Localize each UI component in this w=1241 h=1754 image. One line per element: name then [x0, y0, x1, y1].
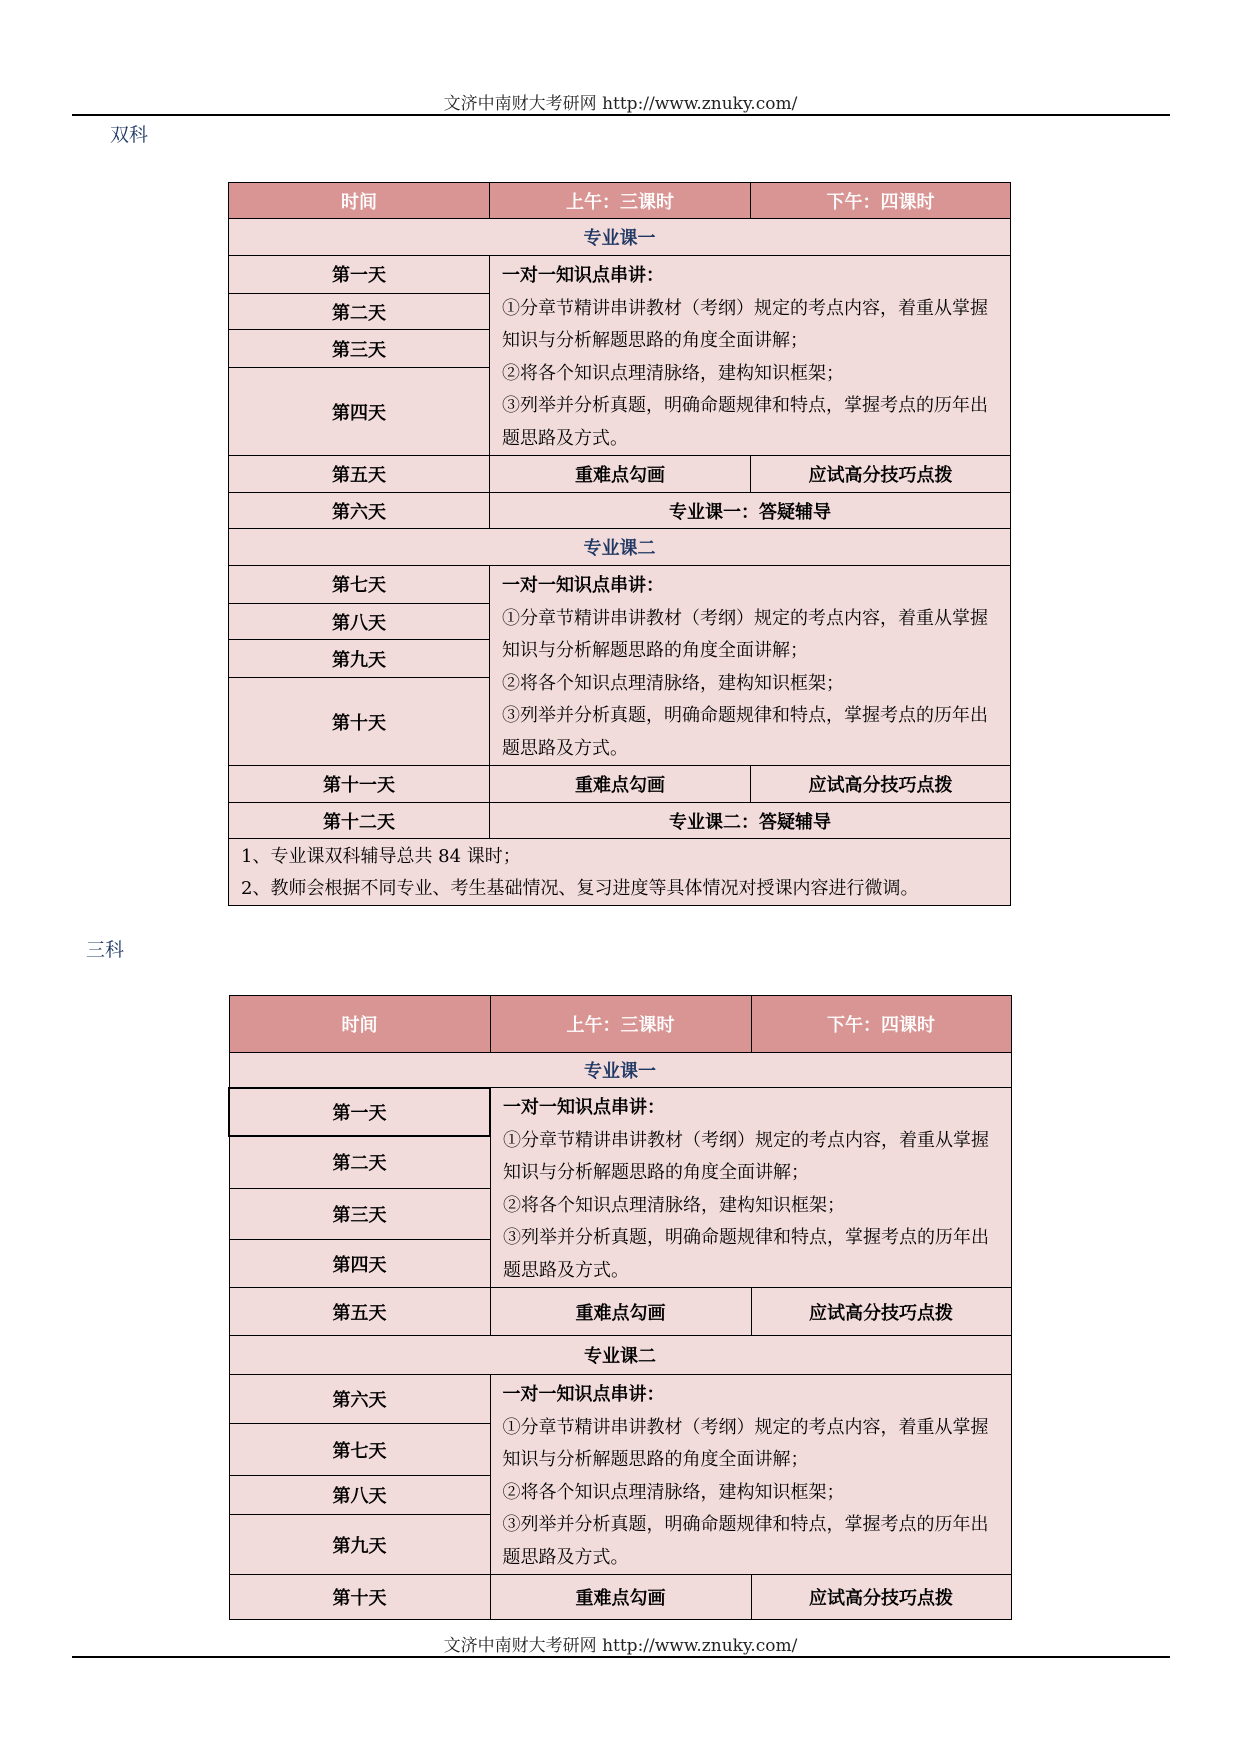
table-row	[229, 1575, 1011, 1620]
module-row	[229, 1053, 1011, 1088]
header-time: 时间	[229, 183, 490, 219]
day-label: 第六天	[229, 1375, 490, 1424]
description-line: ①分章节精讲串讲教材（考纲）规定的考点内容，着重从掌握知识与分析解题思路的角度全面讲解；	[502, 1416, 989, 1470]
schedule-table-three-subjects	[228, 995, 1012, 1620]
table-row	[229, 456, 1011, 493]
day-label: 第四天	[229, 368, 490, 456]
morning-activity: 重难点勾画	[490, 766, 751, 803]
description-line: ①分章节精讲串讲教材（考纲）规定的考点内容，着重从掌握知识与分析解题思路的角度全面讲解；	[502, 297, 988, 351]
header-afternoon: 下午：四课时	[751, 996, 1011, 1053]
day-label: 第九天	[229, 1515, 490, 1575]
module-row	[229, 219, 1011, 256]
notes-row	[229, 839, 1011, 906]
module-row	[229, 1336, 1011, 1375]
day-label: 第七天	[229, 566, 490, 604]
page-footer-text: 文济中南财大考研网 http://www.znuky.com/	[443, 1636, 798, 1656]
description-line: ②将各个知识点理清脉络，建构知识框架；	[502, 1481, 845, 1503]
day-label: 第八天	[229, 603, 490, 640]
section-title-two-subjects: 双科	[110, 124, 149, 146]
section-title-three-subjects: 三科	[86, 939, 125, 961]
table-header-row	[229, 183, 1011, 219]
table-notes	[229, 839, 1011, 906]
day-label: 第八天	[229, 1476, 490, 1515]
header-afternoon: 下午：四课时	[751, 183, 1011, 219]
day-label: 第二天	[229, 1136, 490, 1189]
afternoon-activity: 应试高分技巧点拨	[751, 1288, 1011, 1336]
table-row	[229, 1375, 1011, 1424]
table-row	[229, 1088, 1011, 1136]
module-label: 专业课一	[229, 219, 1011, 256]
lecture-description	[490, 566, 1011, 766]
lecture-description	[490, 256, 1011, 456]
description-line: ②将各个知识点理清脉络，建构知识框架；	[503, 1194, 845, 1216]
day-label: 第四天	[229, 1240, 490, 1288]
day-label: 第三天	[229, 1189, 490, 1240]
description-line: ①分章节精讲串讲教材（考纲）规定的考点内容，着重从掌握知识与分析解题思路的角度全面讲解；	[503, 1129, 989, 1183]
module-row	[229, 529, 1011, 566]
table-row	[229, 1288, 1011, 1336]
lecture-description	[490, 1375, 1011, 1575]
description-line: ③列举并分析真题，明确命题规律和特点，掌握考点的历年出题思路及方式。	[502, 395, 988, 449]
table-row	[229, 256, 1011, 294]
header-morning: 上午：三课时	[490, 183, 751, 219]
header-rule	[72, 114, 1170, 116]
description-title: 一对一知识点串讲：	[502, 265, 664, 286]
day-label: 第二天	[229, 293, 490, 330]
qa-session: 专业课二：答疑辅导	[490, 803, 1011, 839]
module-label: 专业课一	[229, 1053, 1011, 1088]
description-line: ③列举并分析真题，明确命题规律和特点，掌握考点的历年出题思路及方式。	[503, 1227, 989, 1281]
day-label: 第一天	[229, 256, 490, 294]
description-line: ②将各个知识点理清脉络，建构知识框架；	[502, 672, 844, 694]
description-line: ①分章节精讲串讲教材（考纲）规定的考点内容，着重从掌握知识与分析解题思路的角度全面讲解；	[502, 607, 988, 661]
afternoon-activity: 应试高分技巧点拨	[751, 456, 1011, 493]
table-row	[229, 766, 1011, 803]
day-label: 第十天	[229, 1575, 490, 1620]
day-label: 第七天	[229, 1424, 490, 1476]
morning-activity: 重难点勾画	[490, 1288, 751, 1336]
day-label: 第九天	[229, 640, 490, 678]
morning-activity: 重难点勾画	[490, 456, 751, 493]
description-title: 一对一知识点串讲：	[502, 575, 664, 596]
day-label: 第十天	[229, 678, 490, 766]
page-header-text: 文济中南财大考研网 http://www.znuky.com/	[443, 94, 798, 114]
description-line: ②将各个知识点理清脉络，建构知识框架；	[502, 362, 844, 384]
lecture-description	[490, 1088, 1011, 1288]
footer-rule	[72, 1656, 1170, 1658]
note-line: 1、专业课双科辅导总共 84 课时；	[241, 846, 521, 867]
description-title: 一对一知识点串讲：	[503, 1097, 665, 1118]
description-title: 一对一知识点串讲：	[502, 1384, 665, 1405]
table-row	[229, 566, 1011, 604]
qa-session: 专业课一：答疑辅导	[490, 493, 1011, 529]
schedule-table-two-subjects	[228, 182, 1011, 906]
description-line: ③列举并分析真题，明确命题规律和特点，掌握考点的历年出题思路及方式。	[502, 705, 988, 759]
module-label: 专业课二	[229, 1336, 1011, 1375]
day-label: 第六天	[229, 493, 490, 529]
module-label: 专业课二	[229, 529, 1011, 566]
day-label: 第一天	[229, 1088, 490, 1136]
description-line: ③列举并分析真题，明确命题规律和特点，掌握考点的历年出题思路及方式。	[502, 1514, 989, 1568]
table-header-row	[229, 996, 1011, 1053]
morning-activity: 重难点勾画	[490, 1575, 751, 1620]
header-time: 时间	[229, 996, 490, 1053]
day-label: 第五天	[229, 456, 490, 493]
day-label: 第三天	[229, 330, 490, 368]
header-morning: 上午：三课时	[490, 996, 751, 1053]
day-label: 第五天	[229, 1288, 490, 1336]
note-line: 2、教师会根据不同专业、考生基础情况、复习进度等具体情况对授课内容进行微调。	[241, 878, 919, 899]
afternoon-activity: 应试高分技巧点拨	[751, 766, 1011, 803]
afternoon-activity: 应试高分技巧点拨	[751, 1575, 1011, 1620]
day-label: 第十二天	[229, 803, 490, 839]
day-label: 第十一天	[229, 766, 490, 803]
table-row	[229, 493, 1011, 529]
table-row	[229, 803, 1011, 839]
